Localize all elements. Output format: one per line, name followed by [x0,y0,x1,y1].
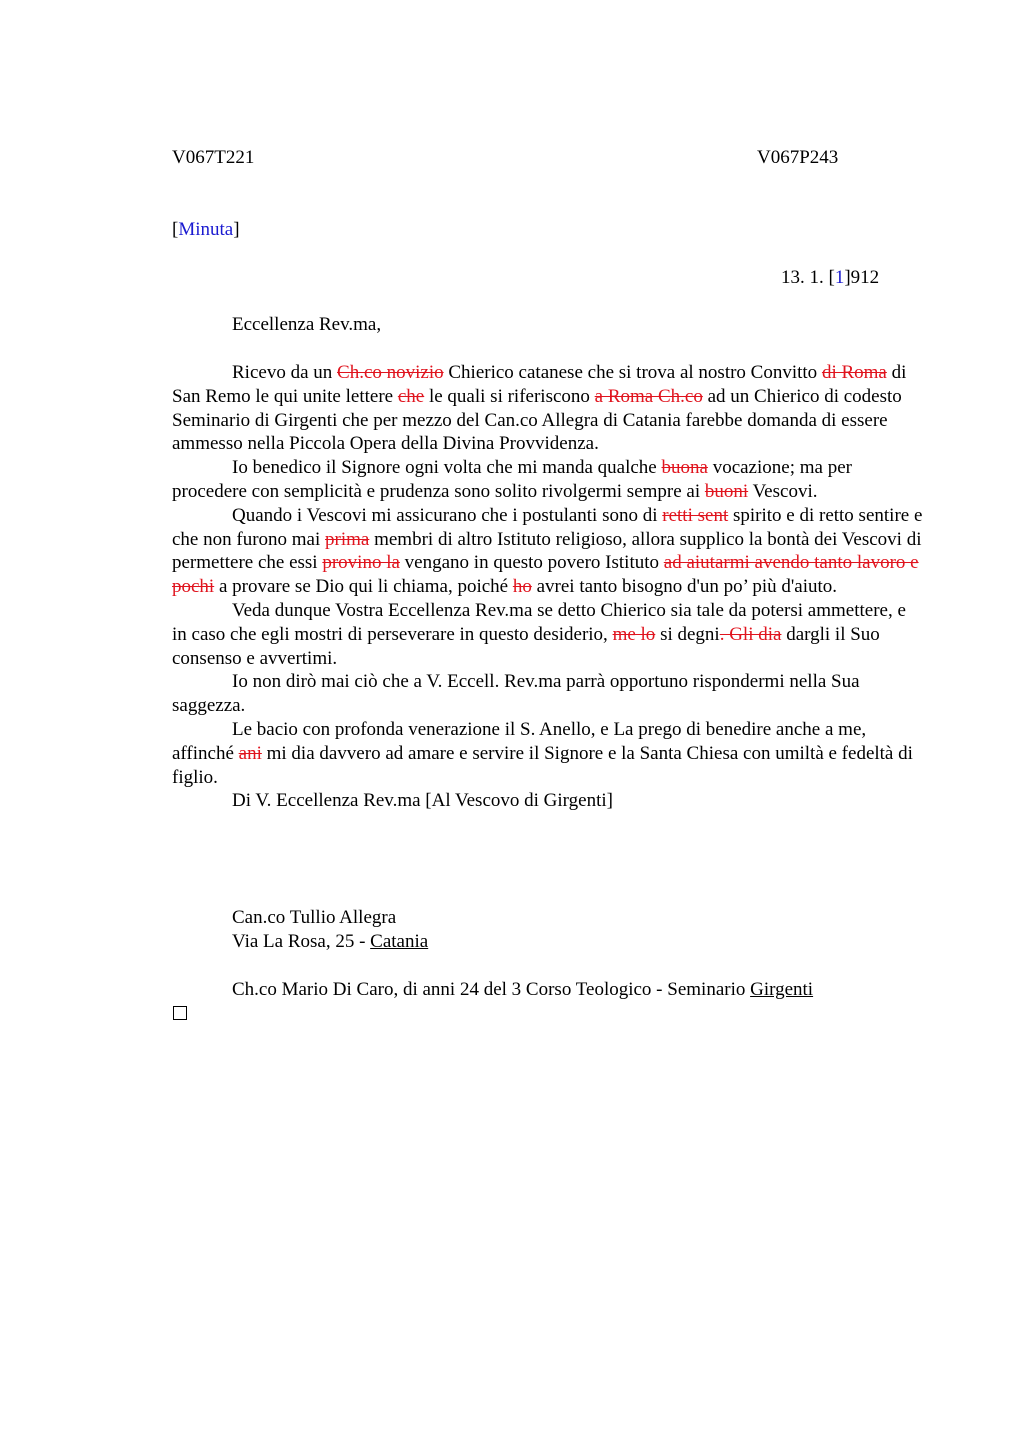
paragraph-text: Di V. Eccellenza Rev.ma [Al Vescovo di Girgenti] [232,790,613,812]
paragraph-text: si degni [655,623,720,645]
letter-date [781,266,879,290]
bracket-open: [ [172,219,179,240]
date-prefix: 13. 1. [ [781,267,835,288]
letter-paragraph [172,718,924,789]
paragraph-text: Quando i Vescovi mi assicurano che i postulanti sono di [232,504,663,526]
seminary-name: Girgenti [750,979,814,1000]
address-street-line [232,930,428,954]
letter-paragraph [172,670,924,718]
deleted-text: buoni [704,480,749,502]
paragraph-text: vengano in questo povero Istituto [399,552,664,574]
letter-paragraph [172,599,924,670]
paragraph-text: membri di altro Istituto religioso, allora supplico la bontà dei Vescovi di permettere che essi [172,528,922,574]
letter-paragraph [172,361,924,456]
bracket-close: ] [233,219,240,240]
paragraph-text: Io non dirò mai ciò che a V. Eccell. Rev.ma parrà opportuno rispondermi nella Sua saggezza. [172,671,860,717]
paragraph-text: vocazione; ma per procedere con semplicità e prudenza sono solito rivolgermi sempre ai [172,457,852,502]
address-name: Can.co Tullio Allegra [232,907,397,928]
deleted-text: ho [512,576,532,598]
letter-body [172,361,924,813]
deleted-text: provino la [322,552,400,574]
deleted-text: a Roma Ch.co [594,385,703,407]
paragraph-text: Veda dunque Vostra Eccellenza Rev.ma se detto Chierico sia tale da potersi ammettere, e in caso che egli mostri di perseverare in questo desiderio, [172,599,906,645]
student-info: Ch.co Mario Di Caro, di anni 24 del 3 Corso Teologico - Seminario [232,979,751,1000]
deleted-text: di Roma [821,362,887,383]
deleted-text: che [397,385,425,407]
paragraph-text: Io benedico il Signore ogni volta che mi manda qualche [232,457,662,479]
date-suffix: ]912 [844,267,880,288]
deleted-text: me lo [612,623,656,645]
paragraph-text: Vescovi. [748,480,818,502]
student-info-line [232,978,813,1002]
paragraph-text: a provare se Dio qui li chiama, poiché [214,576,513,598]
deleted-text: buona [661,457,708,479]
date-inserted-digit: 1 [834,267,845,288]
deleted-text: . Gli dia [719,623,782,645]
paragraph-text: le quali si riferiscono [424,385,595,407]
salutation: Eccellenza Rev.ma, [232,314,382,335]
deleted-text: retti sent [662,504,729,526]
deleted-text: prima [325,528,370,550]
paragraph-text: mi dia davvero ad amare e servire il Signore e la Santa Chiesa con umiltà e fedeltà di figlio. [172,742,913,788]
deleted-text: Ch.co novizio [337,362,444,383]
letter-paragraph [172,504,924,599]
deleted-text: ani [238,742,262,764]
paragraph-text: avrei tanto bisogno d'un po’ più d'aiuto. [531,576,838,598]
letter-paragraph [172,789,924,813]
paragraph-text: Chierico catanese che si trova al nostro Convitto [443,362,822,383]
minuta-label-text: Minuta [178,219,234,240]
paragraph-text: dargli il Suo consenso e avvertimi. [172,623,880,669]
checkbox[interactable] [173,1006,187,1020]
address-street: Via La Rosa, 25 - [232,931,371,952]
letter-paragraph [172,456,924,504]
document-code-right: V067P243 [757,147,839,168]
paragraph-text: spirito e di retto sentire e che non furono mai [172,504,923,550]
paragraph-text: di San Remo le qui unite lettere [172,362,907,407]
paragraph-text: ad un Chierico di codesto Seminario di Girgenti che per mezzo del Can.co Allegra di Catania farebbe domanda di essere ammesso nella Piccola Opera della Divina Provvidenza. [172,385,902,455]
paragraph-text: Le bacio con profonda venerazione il S. Anello, e La prego di benedire anche a me, affinché [172,718,867,764]
minuta-label [172,218,240,242]
paragraph-text: Ricevo da un [232,362,338,383]
document-code-left: V067T221 [172,147,255,168]
address-city: Catania [370,931,429,952]
deleted-text: ad aiutarmi avendo tanto lavoro e pochi [172,552,919,598]
